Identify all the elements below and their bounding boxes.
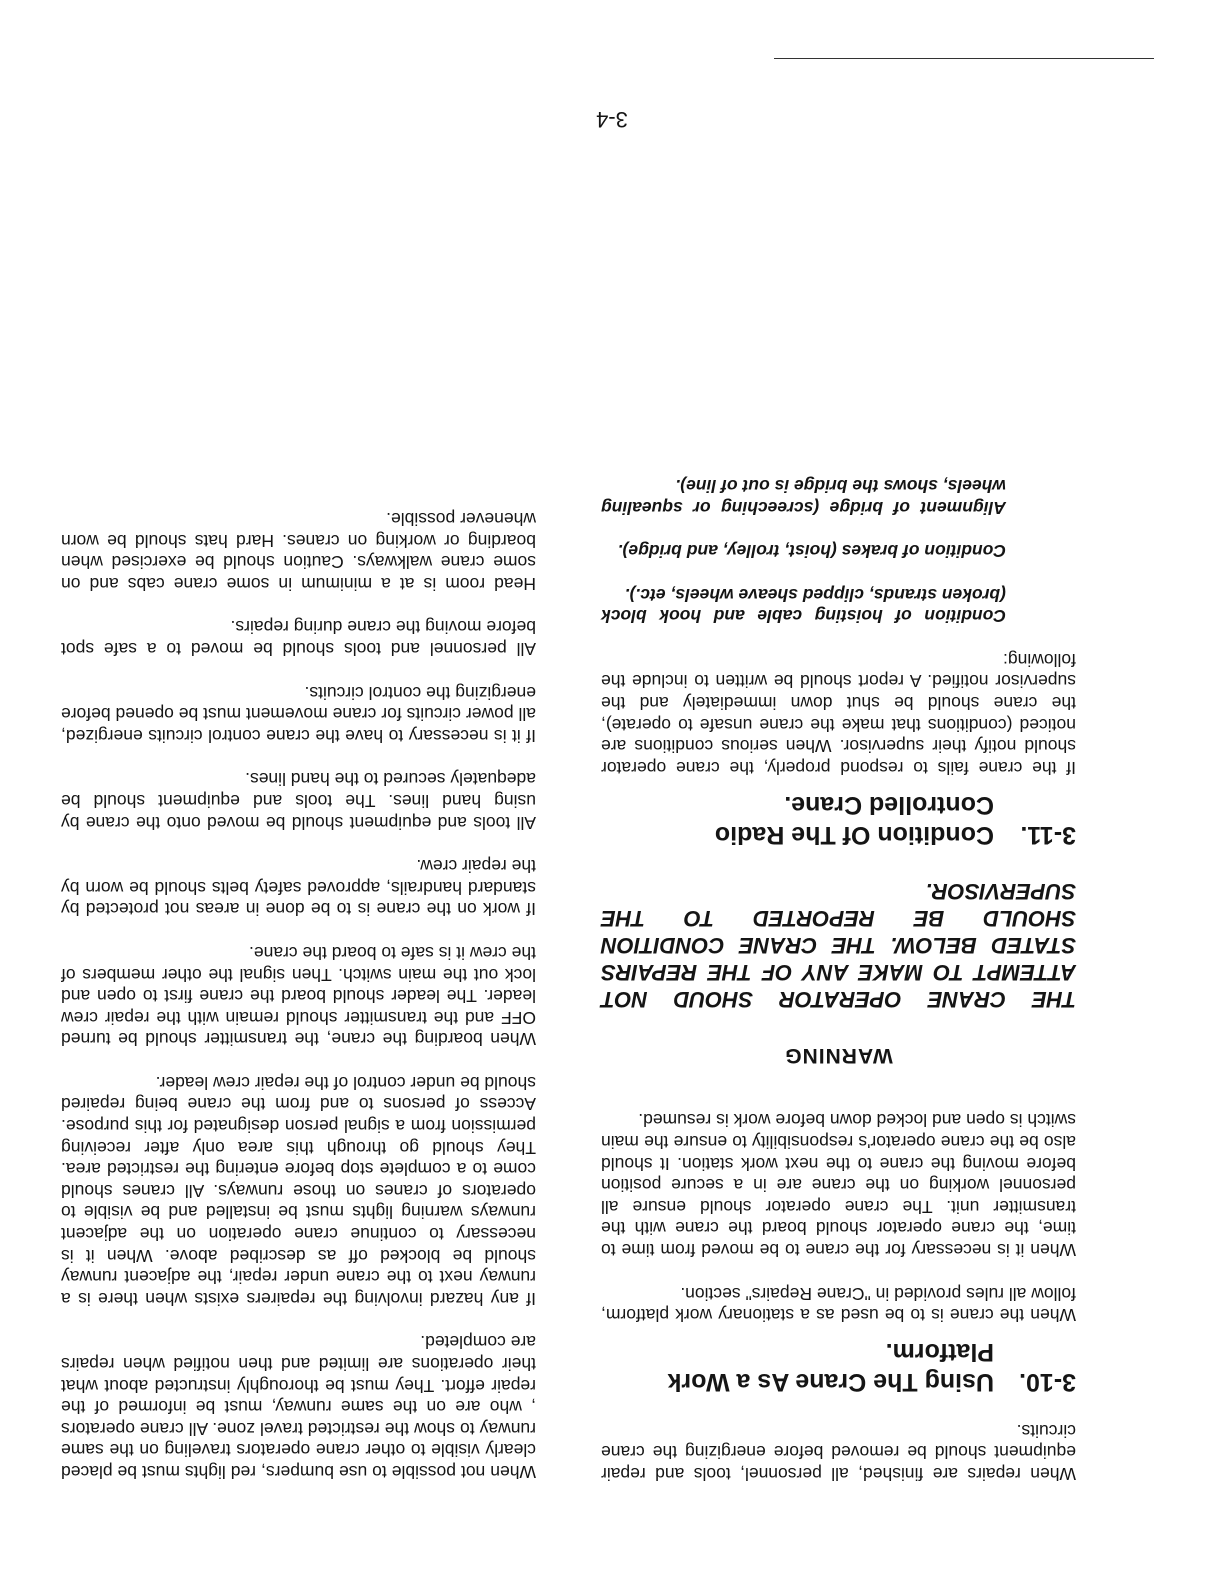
paragraph: Head room is at a minimum in some crane cabs and on some crane walkways. Caution should be exercised when boarding or working on cranes. Hard hats should be worn whenever possible. xyxy=(61,509,536,594)
paragraph: If any hazard involving the repairers exists when there is a runway next to the crane under repair, the adjacent runway should be blocked off as described above. When it is necessary to continue crane operation on the adjacent runways warning lights must be installed and be visible to operators of cranes on those runways. All cranes should come to a complete stop before entering the restricted area. They should go through this area only after receiving permission from a signal person designated for this purpose. Access of persons to and from the crane being repaired should be under control of the repair crew leader. xyxy=(61,1072,536,1309)
section-title-continued: Platform. xyxy=(885,1338,994,1367)
condition-item: Condition of brakes (hoist, trolley, and bridge). xyxy=(617,541,1006,562)
warning-title: WARNING xyxy=(784,1043,893,1067)
paragraph: If the crane fails to respond properly, the crane operator should notify their supervisor. When serious conditions are noticed (conditions that make the crane unsafe to operate), the crane should be shut down immediately and the supervisor notified. A report should be written to include the following: xyxy=(601,649,1076,778)
paragraph: All personnel and tools should be moved to a safe spot before moving the crane during repairs. xyxy=(61,617,536,659)
page-number: 3-4 xyxy=(596,107,628,132)
paragraph: When boarding the crane, the transmitter should be turned OFF and the transmitter should remain with the repair crew leader. The leader should board the crane first to open and lock out the main switch. Then signal the other members of the crew it is safe to board the crane. xyxy=(61,942,536,1050)
paragraph: If it is necessary to have the crane control circuits energized, all power circuits for crane movement must be opened before energizing the control circuits. xyxy=(61,682,536,746)
section-3-11-heading xyxy=(601,790,1076,850)
condition-item: Alignment of bridge (screeching or squealing wheels, shows the bridge is out of line). xyxy=(601,475,1006,518)
paragraph: When the crane is to be used as a stationary work platform, follow all rules provided in "Crane Repairs" section. xyxy=(601,1283,1076,1326)
paragraph: When repairs are finished, all personnel, tools and repair equipment should be removed before energizing the crane circuits. xyxy=(601,1420,1076,1484)
section-title: Condition Of The Radio xyxy=(714,820,994,849)
paragraph: When it is necessary for the crane to be moved from time to time, the crane operator should board the crane with the transmitter unit. The crane operator should ensure all personnel working on the crane are in a secure position before moving the crane to the next work station. It should also be the crane operator's responsibility to ensure the main switch is open and locked down before work is resumed. xyxy=(601,1110,1076,1261)
left-column xyxy=(601,452,1076,1484)
paragraph: If work on the crane is to be done in areas not protected by standard handrails, approved safety belts should be worn by the repair crew. xyxy=(61,856,536,920)
right-column xyxy=(61,485,536,1482)
condition-item: Condition of hoisting cable and hook block (broken strands, clipped sheave wheels, etc.). xyxy=(601,584,1006,627)
warning-text: THE CRANE OPERATOR SHOUD NOT ATTEMPT TO MAKE ANY OF THE REPAIRS STATED BELOW. THE CRANE CONDITION SHOULD BE REPORTED TO THE SUPERVISOR. xyxy=(601,878,1076,1012)
paragraph: All tools and equipment should be moved onto the crane by using hand lines. The tools and equipment should be adequately secured to the hand lines. xyxy=(61,769,536,833)
footer-rule xyxy=(774,58,1154,59)
section-number: 3-10. xyxy=(1019,1368,1076,1397)
section-3-10-heading xyxy=(601,1337,1076,1397)
section-title: Using The Crane As a Work xyxy=(667,1368,994,1397)
paragraph: When not possible to use bumpers, red lights must be placed clearly visible to other crane operators traveling on the same runway to show the restricted travel zone. All crane operators , who are on the same runway, must be informed of the repair effort. They must be thoroughly instructed about what their operations are limited and then notified when repairs are completed. xyxy=(61,1332,536,1482)
section-title-continued: Controlled Crane. xyxy=(784,790,994,819)
section-number: 3-11. xyxy=(1020,820,1076,849)
